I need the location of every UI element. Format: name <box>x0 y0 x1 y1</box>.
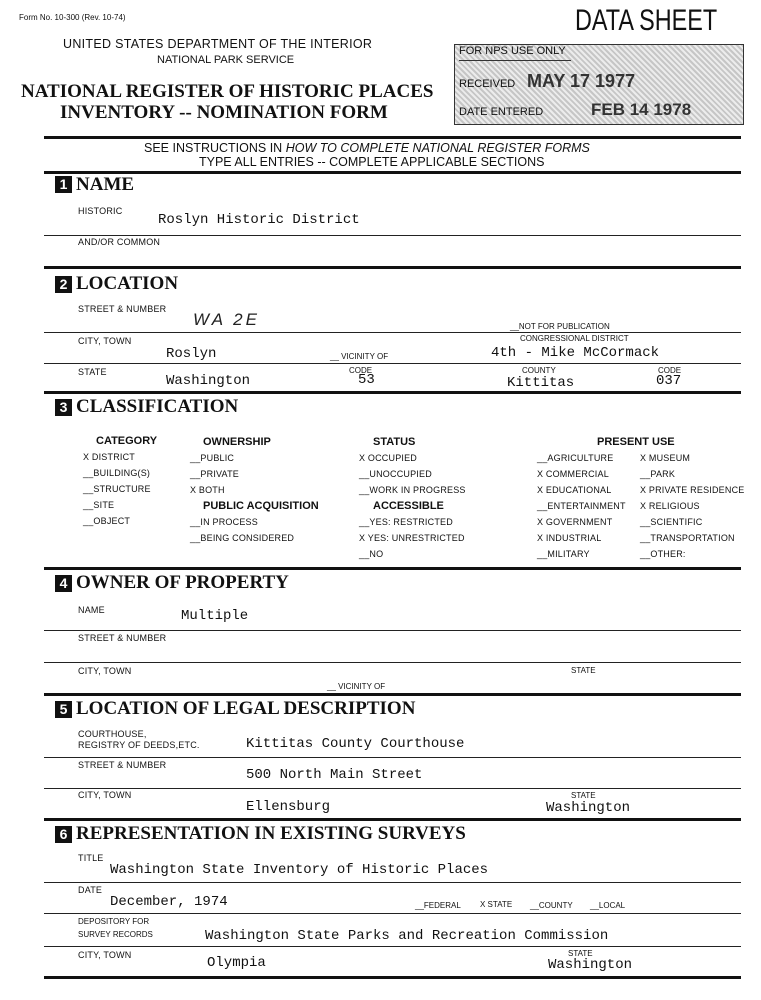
vicinity-of: __ VICINITY OF <box>330 352 389 361</box>
common-name-label: AND/OR COMMON <box>78 237 161 247</box>
use-educational: X EDUCATIONAL <box>537 485 612 495</box>
section-number: 4 <box>55 575 72 592</box>
category-building: __BUILDING(S) <box>83 468 151 478</box>
nps-use-only-label: FOR NPS USE ONLY <box>459 45 566 57</box>
survey-date-value: December, 1974 <box>110 894 228 910</box>
rule <box>44 976 741 979</box>
rule <box>44 171 741 174</box>
section-title-legal-description: LOCATION OF LEGAL DESCRIPTION <box>76 698 416 719</box>
rule <box>44 235 741 236</box>
county-label: COUNTY <box>522 366 556 375</box>
category-object: __OBJECT <box>83 516 131 526</box>
county-code-value: 037 <box>656 373 682 389</box>
county-value: Kittitas <box>507 375 575 391</box>
section-title-name: NAME <box>76 174 135 195</box>
legal-city-value: Ellensburg <box>246 799 331 815</box>
category-district: X DISTRICT <box>83 452 136 462</box>
state-label: STATE <box>78 367 107 377</box>
not-for-publication: __NOT FOR PUBLICATION <box>510 322 610 331</box>
rule <box>44 630 741 631</box>
date-entered-label: DATE ENTERED <box>459 106 544 118</box>
accessible-header: ACCESSIBLE <box>373 500 444 512</box>
rule <box>44 136 741 139</box>
category-structure: __STRUCTURE <box>83 484 151 494</box>
congressional-district-label: CONGRESSIONAL DISTRICT <box>520 334 629 343</box>
section-number: 3 <box>55 399 72 416</box>
depository-value: Washington State Parks and Recreation Commission <box>205 928 609 944</box>
use-scientific: __SCIENTIFIC <box>640 517 703 527</box>
acquisition-being-considered: __BEING CONSIDERED <box>190 533 295 543</box>
ownership-public: __PUBLIC <box>190 453 235 463</box>
ownership-header: OWNERSHIP <box>203 436 271 448</box>
historic-label: HISTORIC <box>78 206 123 216</box>
use-park: __PARK <box>640 469 676 479</box>
status-header: STATUS <box>373 436 416 448</box>
rule <box>44 363 741 364</box>
present-use-header: PRESENT USE <box>597 436 675 448</box>
survey-county: __COUNTY <box>530 901 573 910</box>
courthouse-value: Kittitas County Courthouse <box>246 736 465 752</box>
legal-city-label: CITY, TOWN <box>78 790 132 800</box>
rule <box>44 391 741 394</box>
nps-use-only-box <box>454 44 744 125</box>
historic-name-value: Roslyn Historic District <box>158 212 360 228</box>
use-other: __OTHER: <box>640 549 686 559</box>
survey-local: __LOCAL <box>590 901 626 910</box>
accessible-restricted: __YES: RESTRICTED <box>359 517 453 527</box>
date-entered-stamp: FEB 14 1978 <box>591 100 692 119</box>
use-entertainment: __ENTERTAINMENT <box>537 501 626 511</box>
survey-state-value: Washington <box>548 957 633 973</box>
registry-label: REGISTRY OF DEEDS,ETC. <box>78 740 200 750</box>
legal-state-label: STATE <box>571 791 596 800</box>
received-stamp: MAY 17 1977 <box>527 71 636 91</box>
use-commercial: X COMMERCIAL <box>537 469 609 479</box>
instructions-line2: TYPE ALL ENTRIES -- COMPLETE APPLICABLE SECTIONS <box>199 155 545 169</box>
section-number: 6 <box>55 826 72 843</box>
survey-state: X STATE <box>480 900 513 909</box>
congressional-district-value: 4th - Mike McCormack <box>491 345 660 361</box>
rule <box>44 332 741 333</box>
owner-city-label: CITY, TOWN <box>78 666 132 676</box>
nps-divider <box>459 60 571 61</box>
rule <box>44 946 741 947</box>
rule <box>44 788 741 789</box>
section-title-classification: CLASSIFICATION <box>76 396 239 417</box>
rule <box>44 266 741 269</box>
owner-name-label: NAME <box>78 605 105 615</box>
use-transportation: __TRANSPORTATION <box>640 533 735 543</box>
handwritten-annotation: WA 2E <box>193 310 260 329</box>
accessible-unrestricted: X YES: UNRESTRICTED <box>359 533 465 543</box>
survey-city-value: Olympia <box>207 955 266 971</box>
legal-street-value: 500 North Main Street <box>246 767 423 783</box>
use-government: X GOVERNMENT <box>537 517 613 527</box>
instructions-line1: SEE INSTRUCTIONS IN HOW TO COMPLETE NATIONAL REGISTER FORMS <box>144 141 590 155</box>
legal-state-value: Washington <box>546 800 631 816</box>
section-title-surveys: REPRESENTATION IN EXISTING SURVEYS <box>76 823 466 844</box>
survey-federal: __FEDERAL <box>415 901 461 910</box>
section-number: 1 <box>55 176 72 193</box>
use-agriculture: __AGRICULTURE <box>537 453 614 463</box>
use-private-residence: X PRIVATE RESIDENCE <box>640 485 745 495</box>
city-value: Roslyn <box>166 346 217 362</box>
form-title-line2: INVENTORY -- NOMINATION FORM <box>60 102 388 123</box>
owner-name-value: Multiple <box>181 608 249 624</box>
section-title-owner: OWNER OF PROPERTY <box>76 572 289 593</box>
owner-street-label: STREET & NUMBER <box>78 633 167 643</box>
data-sheet-heading: DATA SHEET <box>575 4 718 37</box>
status-work-in-progress: __WORK IN PROGRESS <box>359 485 466 495</box>
rule <box>44 913 741 914</box>
survey-title-value: Washington State Inventory of Historic Places <box>110 862 489 878</box>
survey-date-label: DATE <box>78 885 103 895</box>
ownership-private: __PRIVATE <box>190 469 239 479</box>
rule <box>44 567 741 570</box>
courthouse-label: COURTHOUSE, <box>78 729 147 739</box>
street-label: STREET & NUMBER <box>78 304 167 314</box>
depository-label2: SURVEY RECORDS <box>78 930 153 939</box>
rule <box>44 818 741 821</box>
form-title-line1: NATIONAL REGISTER OF HISTORIC PLACES <box>21 81 434 102</box>
rule <box>44 693 741 696</box>
legal-street-label: STREET & NUMBER <box>78 760 167 770</box>
category-site: __SITE <box>83 500 115 510</box>
county-code-label: CODE <box>658 366 682 375</box>
section-number: 5 <box>55 701 72 718</box>
section-number: 2 <box>55 276 72 293</box>
survey-title-label: TITLE <box>78 853 104 863</box>
acquisition-in-process: __IN PROCESS <box>190 517 258 527</box>
use-military: __MILITARY <box>537 549 590 559</box>
use-museum: X MUSEUM <box>640 453 691 463</box>
use-industrial: X INDUSTRIAL <box>537 533 602 543</box>
ownership-both: X BOTH <box>190 485 225 495</box>
category-header: CATEGORY <box>96 435 158 447</box>
agency-name: UNITED STATES DEPARTMENT OF THE INTERIOR <box>63 37 373 51</box>
city-label: CITY, TOWN <box>78 336 132 346</box>
survey-state-label: STATE <box>568 949 593 958</box>
accessible-no: __NO <box>359 549 384 559</box>
use-religious: X RELIGIOUS <box>640 501 700 511</box>
section-title-location: LOCATION <box>76 273 179 294</box>
state-code-value: 53 <box>358 372 375 388</box>
form-number: Form No. 10-300 (Rev. 10-74) <box>19 13 126 22</box>
rule <box>44 662 741 663</box>
status-unoccupied: __UNOCCUPIED <box>359 469 432 479</box>
state-value: Washington <box>166 373 251 389</box>
public-acquisition-header: PUBLIC ACQUISITION <box>203 500 319 512</box>
survey-city-label: CITY, TOWN <box>78 950 132 960</box>
received-label: RECEIVED <box>459 78 516 90</box>
status-occupied: X OCCUPIED <box>359 453 418 463</box>
rule <box>44 757 741 758</box>
owner-state-label: STATE <box>571 666 596 675</box>
service-name: NATIONAL PARK SERVICE <box>157 54 295 66</box>
owner-vicinity-of: __ VICINITY OF <box>327 682 386 691</box>
rule <box>44 882 741 883</box>
depository-label1: DEPOSITORY FOR <box>78 917 150 926</box>
state-code-label: CODE <box>349 366 373 375</box>
